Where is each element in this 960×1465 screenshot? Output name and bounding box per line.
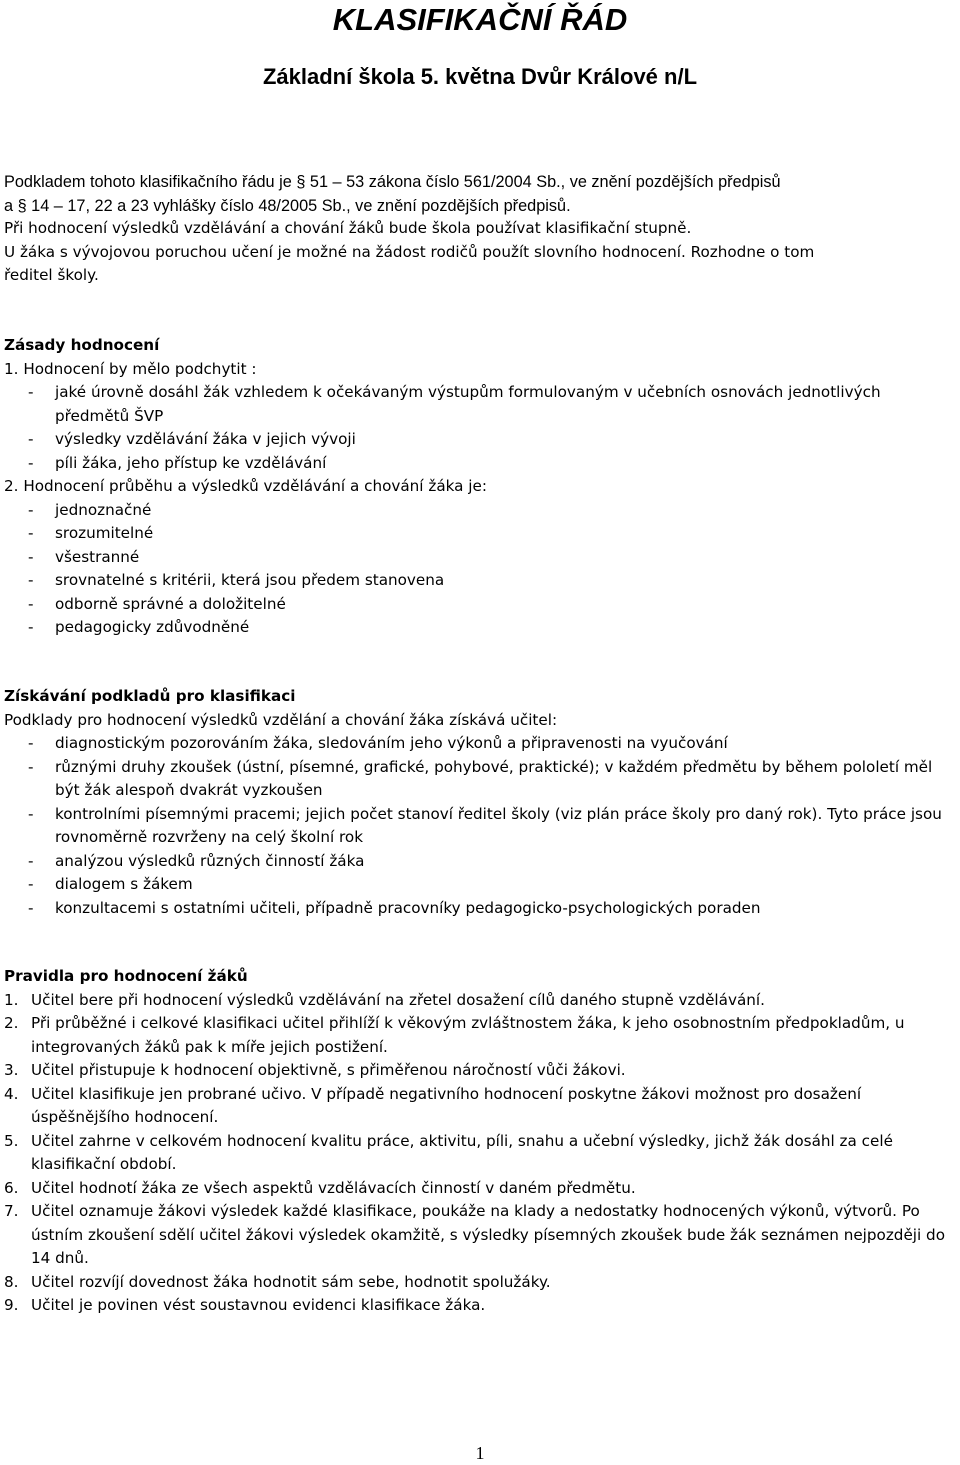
legal-basis-line: Podkladem tohoto klasifikačního řádu je § 51 – 53 zákona číslo 561/2004 Sb., ve znění pozdějších předpisů: [4, 173, 781, 191]
numbered-lead: 2. Hodnocení průběhu a výsledků vzdělávání a chování žáka je:: [4, 477, 487, 495]
list-item: - píli žáka, jeho přístup ke vzdělávání: [28, 453, 327, 472]
section-lead: Podklady pro hodnocení výsledků vzdělání a chování žáka získává učitel:: [4, 710, 558, 729]
intro-line: ředitel školy.: [4, 266, 99, 284]
intro-line: Při hodnocení výsledků vzdělávání a chování žáků bude škola používat klasifikační stupně.: [4, 219, 692, 237]
numbered-item: 3. Učitel přistupuje k hodnocení objektivně, s přiměřenou náročností vůči žákovi.: [4, 1061, 626, 1079]
numbered-item: 9. Učitel je povinen vést soustavnou evidenci klasifikace žáka.: [4, 1296, 486, 1314]
section-ziskavani: [4, 685, 954, 920]
list-item: - analýzou výsledků různých činností žáka: [28, 851, 365, 870]
numbered-lead: 1. Hodnocení by mělo podchytit :: [4, 359, 257, 378]
intro-line: U žáka s vývojovou poruchou učení je možné na žádost rodičů použít slovního hodnocení. Rozhodne o tom: [4, 242, 815, 261]
numbered-item: 4. Učitel klasifikuje jen probrané učivo. V případě negativního hodnocení poskytne žákovi možnost pro dosažení úspěšnějšího hodnocení.: [4, 1084, 862, 1126]
legal-basis-line: a § 14 – 17, 22 a 23 vyhlášky číslo 48/2005 Sb., ve znění pozdějších předpisů.: [4, 196, 571, 215]
list-item: - odborně správné a doložitelné: [28, 594, 286, 613]
legal-basis-paragraph: [4, 171, 960, 218]
numbered-item: 1. Učitel bere při hodnocení výsledků vzdělávání na zřetel dosažení cílů daného stupně vzdělávání.: [4, 990, 765, 1009]
list-item: - konzultacemi s ostatními učiteli, případně pracovníky pedagogicko-psychologických poraden: [28, 898, 761, 917]
numbered-item: 6. Učitel hodnotí žáka ze všech aspektů vzdělávacích činností v daném předmětu.: [4, 1178, 636, 1197]
list-item: - různými druhy zkoušek (ústní, písemné, grafické, pohybové, praktické); v každém předmětu by během pololetí měl být žák alespoň dvakrát vyzkoušen: [28, 757, 933, 799]
list-item: - diagnostickým pozorováním žáka, sledováním jeho výkonů a připravenosti na vyučování: [28, 734, 728, 752]
numbered-item: 2. Při průběžné i celkové klasifikaci učitel přihlíží k věkovým zvláštnostem žáka, k jeho osobnostním předpokladům, u integrovaných žáků pak k míře jejich postižení.: [4, 1014, 905, 1056]
section-heading: Pravidla pro hodnocení žáků: [4, 967, 248, 985]
list-item: - jaké úrovně dosáhl žák vzhledem k očekávaným výstupům formulovaným v učebních osnovách jednotlivých předmětů ŠVP: [28, 383, 881, 425]
section-pravidla: [4, 965, 954, 1318]
intro-paragraph: [4, 217, 954, 288]
list-item: - výsledky vzdělávání žáka v jejich vývoji: [28, 430, 356, 448]
list-item: - srozumitelné: [28, 524, 154, 542]
list-item: - pedagogicky zdůvodněné: [28, 618, 250, 636]
section-zasady: [4, 334, 954, 640]
list-item: - dialogem s žákem: [28, 875, 193, 893]
document-title: KLASIFIKAČNÍ ŘÁD: [332, 2, 628, 37]
section-heading: Zásady hodnocení: [4, 336, 160, 354]
school-name: Základní škola 5. května Dvůr Králové n/L: [262, 64, 698, 89]
numbered-item: 8. Učitel rozvíjí dovednost žáka hodnotit sám sebe, hodnotit spolužáky.: [4, 1272, 551, 1291]
list-item: - jednoznačné: [28, 500, 152, 519]
numbered-item: 7. Učitel oznamuje žákovi výsledek každé klasifikace, poukáže na klady a nedostatky hodnocených výkonů, výtvorů. Po ústním zkoušení sdělí učitel žákovi výsledek okamžitě, s výsledky písemných zkoušek bude žák seznámen nejpozději do 14 dnů.: [4, 1202, 945, 1267]
page-number: 1: [475, 1443, 485, 1463]
list-item: - srovnatelné s kritérii, která jsou předem stanovena: [28, 571, 445, 589]
list-item: - všestranné: [28, 547, 140, 566]
section-heading: Získávání podkladů pro klasifikaci: [4, 687, 296, 705]
numbered-item: 5. Učitel zahrne v celkovém hodnocení kvalitu práce, aktivitu, píli, snahu a učební výsledky, jichž žák dosáhl za celé klasifikační období.: [4, 1131, 893, 1173]
list-item: - kontrolními písemnými pracemi; jejich počet stanoví ředitel školy (viz plán práce školy pro daný rok). Tyto práce jsou rovnoměrně rozvrženy na celý školní rok: [28, 804, 942, 846]
